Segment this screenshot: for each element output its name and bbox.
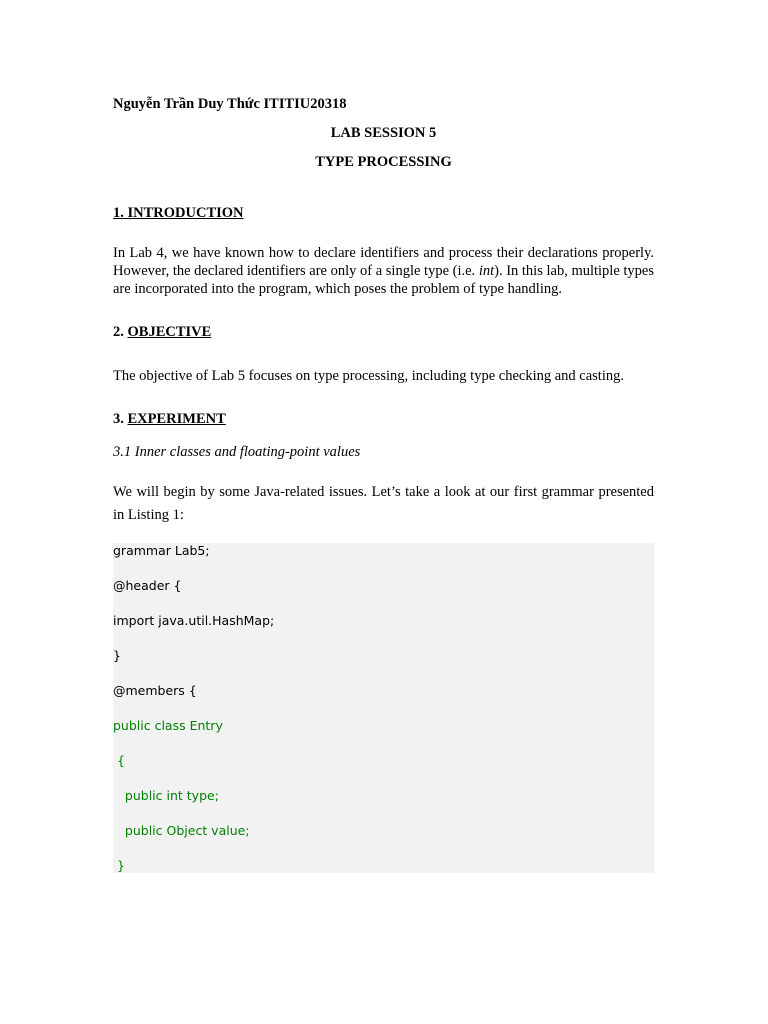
objective-number: 2. bbox=[113, 324, 128, 340]
intro-text-part1: In Lab 4, we have known how to declare identifiers and process their declarations properly. However, the declared identifiers are only of a single type (i.e. bbox=[113, 245, 654, 279]
code-line: public Object value; bbox=[113, 823, 250, 838]
experiment-heading bbox=[113, 411, 654, 428]
code-listing bbox=[113, 543, 654, 873]
objective-heading bbox=[113, 324, 654, 341]
code-line: @header { bbox=[113, 578, 182, 593]
experiment-paragraph: We will begin by some Java-related issues. Let’s take a look at our first grammar presented in Listing 1: bbox=[113, 484, 654, 523]
objective-paragraph: The objective of Lab 5 focuses on type processing, including type checking and casting. bbox=[113, 368, 624, 384]
code-line: @members { bbox=[113, 683, 197, 698]
code-line: } bbox=[113, 858, 125, 873]
experiment-heading-text: EXPERIMENT bbox=[127, 411, 226, 427]
document-content bbox=[113, 96, 654, 873]
author-line: Nguyễn Trần Duy Thức ITITIU20318 bbox=[113, 96, 347, 112]
intro-italic-int: int bbox=[478, 263, 495, 279]
code-line: grammar Lab5; bbox=[113, 543, 210, 558]
objective-heading-text: OBJECTIVE bbox=[127, 324, 212, 340]
experiment-number: 3. bbox=[113, 411, 128, 427]
intro-text-part2: ). In this lab, multiple types are incorporated into the program, which poses the problem of type handling. bbox=[113, 263, 655, 297]
code-line: } bbox=[113, 648, 121, 663]
code-line: import java.util.HashMap; bbox=[113, 613, 275, 628]
introduction-paragraph bbox=[113, 244, 654, 298]
experiment-subheading: 3.1 Inner classes and floating-point values bbox=[113, 444, 361, 460]
lab-session-title: LAB SESSION 5 bbox=[330, 125, 437, 141]
topic-title: TYPE PROCESSING bbox=[315, 154, 452, 170]
code-line: public int type; bbox=[113, 788, 219, 803]
introduction-heading-text: 1. INTRODUCTION bbox=[113, 205, 244, 221]
introduction-heading bbox=[113, 205, 654, 222]
code-line: { bbox=[113, 753, 125, 768]
code-line: public class Entry bbox=[113, 718, 223, 733]
